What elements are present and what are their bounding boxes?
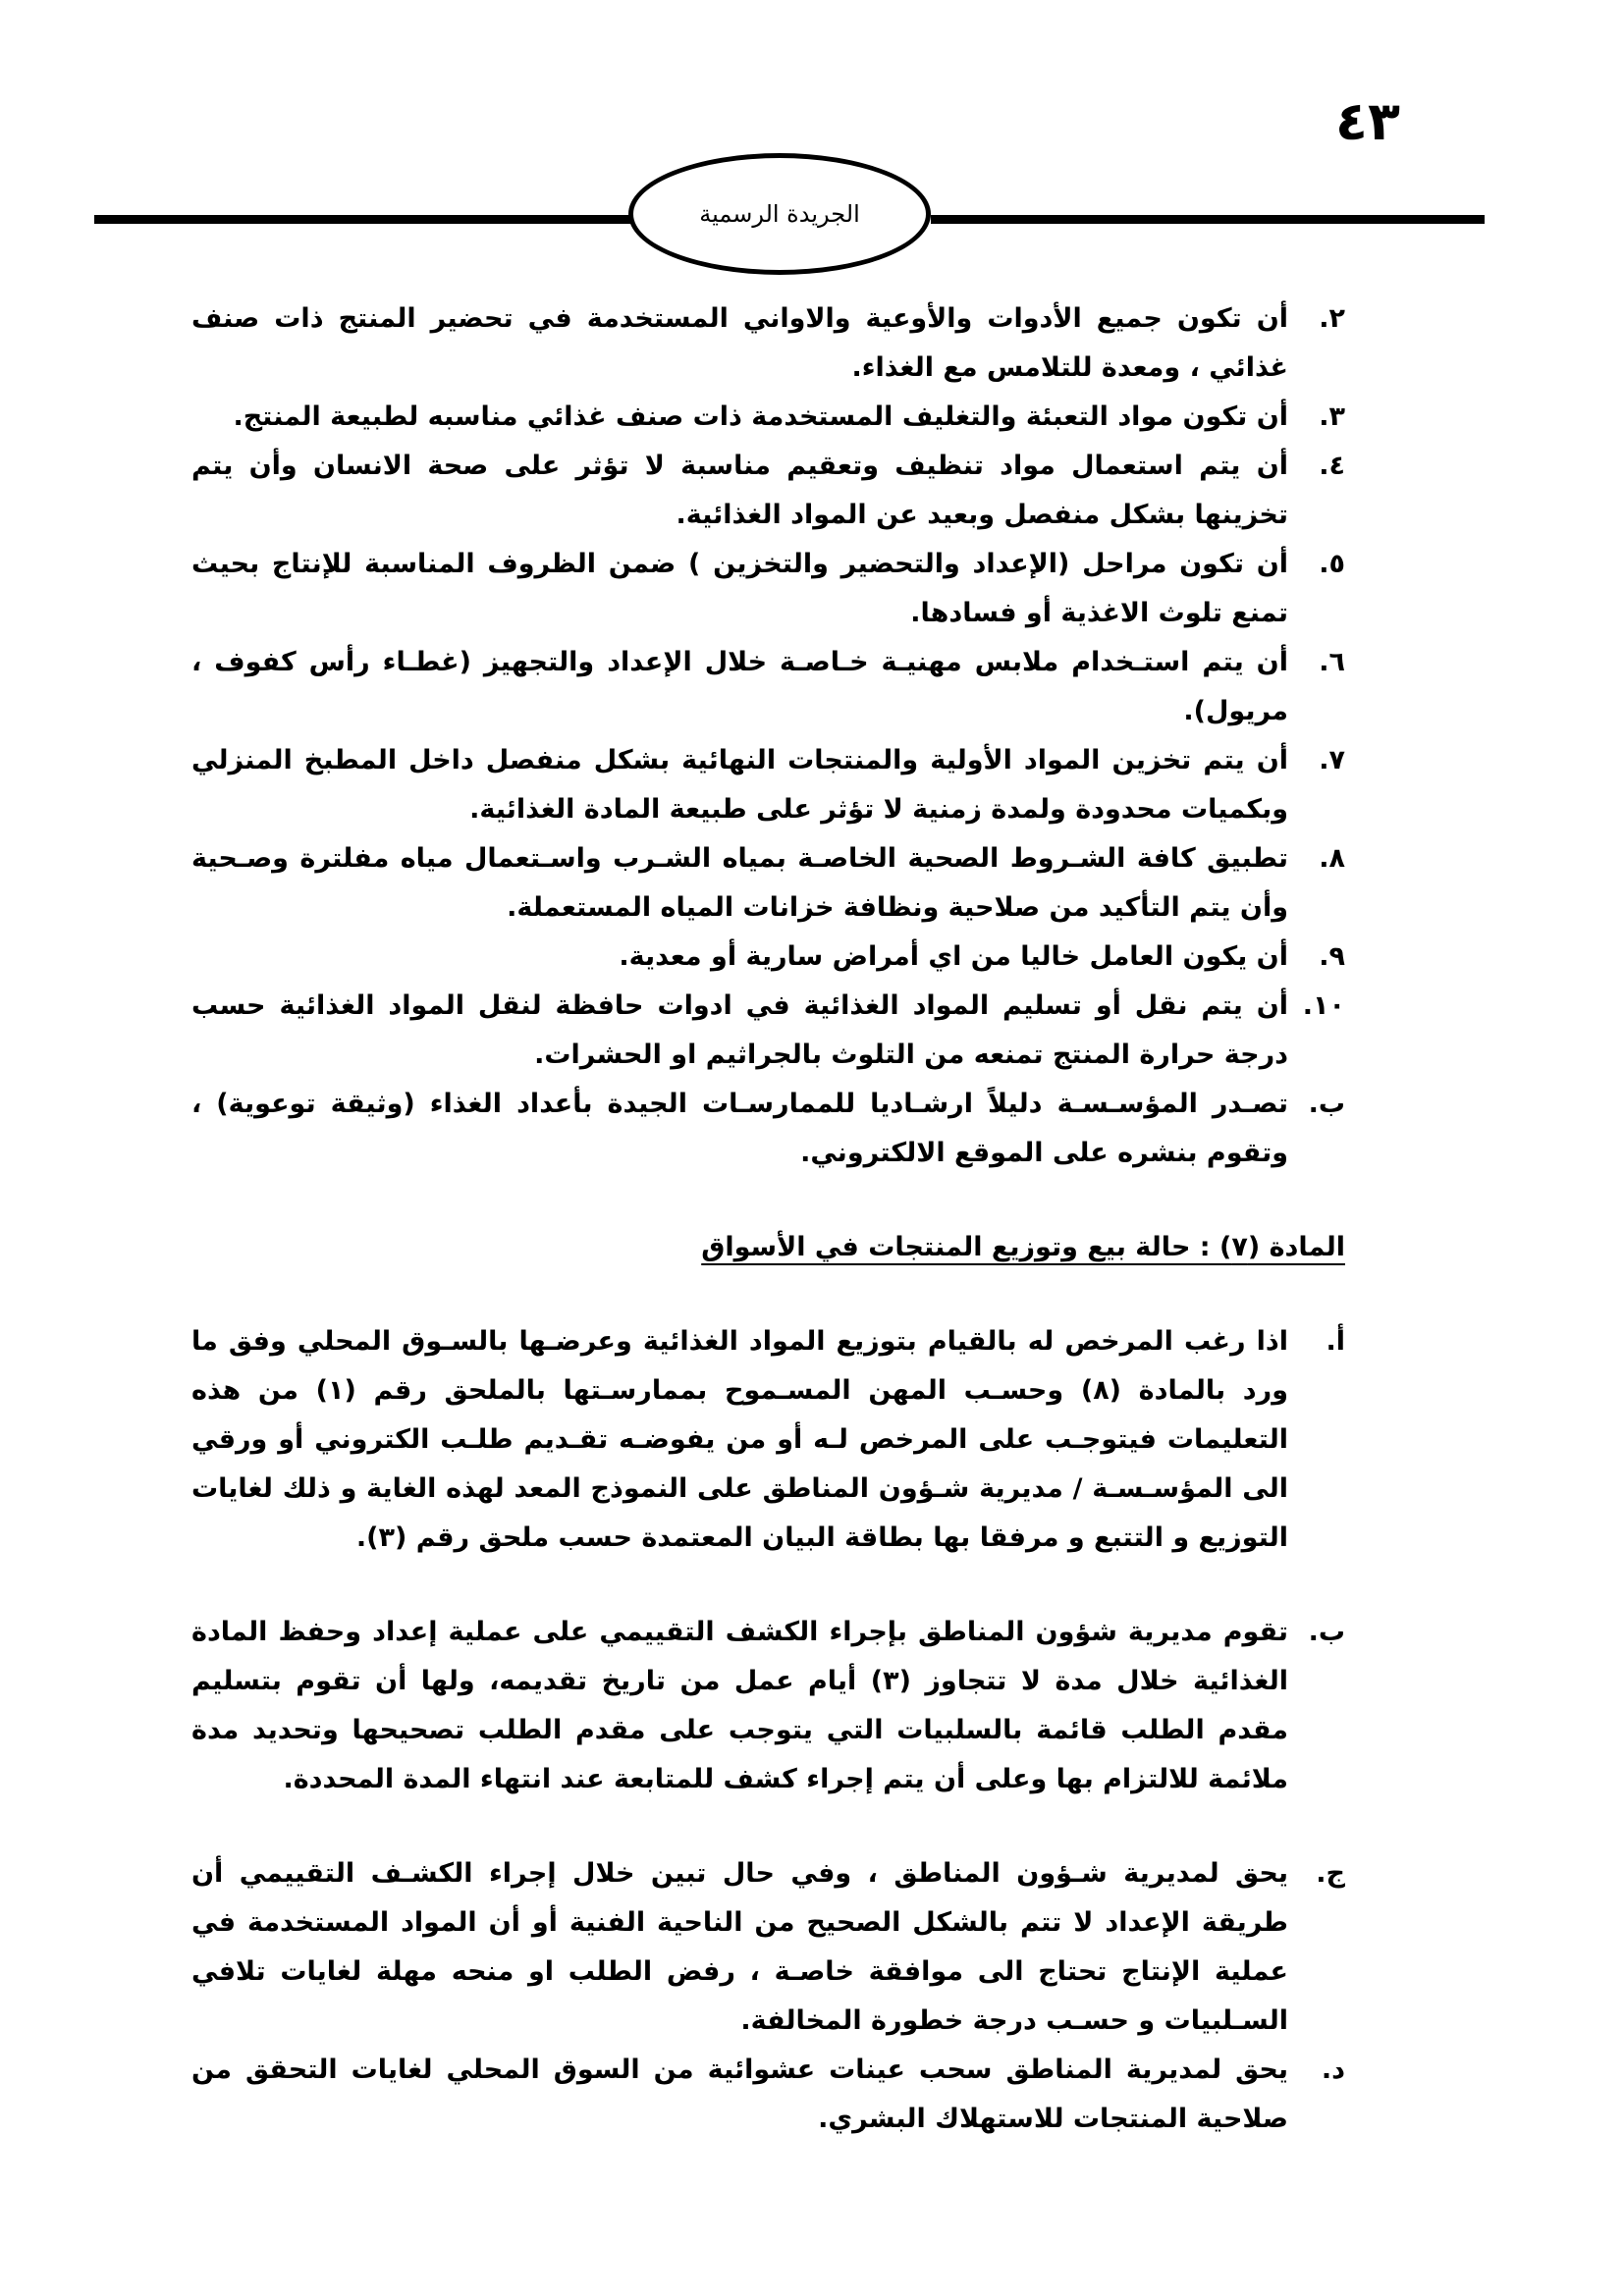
clause-b — [191, 1080, 1345, 1178]
clause-text: تصـدر المؤسـسـة دليلاً ارشـاديا للممارسـات الجيدة بأعداد الغذاء (وثيقة توعوية) ، وتقوم بنشره على الموقع الالكتروني. — [191, 1089, 1288, 1168]
list-item — [191, 736, 1345, 834]
list-item-text: أن تكون مراحل (الإعداد والتحضير والتخزين ) ضمن الظروف المناسبة للإنتاج بحيث تمنع تلوث الاغذية أو فسادها. — [191, 549, 1288, 628]
list-item-number: ٥. — [1319, 549, 1345, 579]
list-item — [191, 982, 1345, 1080]
header-rule-right — [931, 215, 1485, 224]
list-item-text: أن تكون مواد التعبئة والتغليف المستخدمة ذات صنف غذائي مناسبه لطبيعة المنتج. — [233, 401, 1288, 432]
list-item-number: ٦. — [1319, 647, 1345, 677]
list-item — [191, 393, 1345, 442]
article-heading: المادة (٧) : حالة بيع وتوزيع المنتجات في الأسواق — [701, 1232, 1345, 1262]
article-clause — [191, 1608, 1345, 1804]
list-item-text: أن تكون جميع الأدوات والأوعية والاواني المستخدمة في تحضير المنتج ذات صنف غذائي ، ومعدة للتلامس مع الغذاء. — [191, 303, 1288, 383]
list-item — [191, 638, 1345, 736]
list-item-number: ٤. — [1319, 451, 1345, 481]
article-clause — [191, 2046, 1345, 2144]
clause-text: تقوم مديرية شؤون المناطق بإجراء الكشف التقييمي على عملية إعداد وحفظ المادة الغذائية خلال مدة لا تتجاوز (٣) أيام عمل من تاريخ تقديمه، ولها أن تقوم بتسليم مقدم الطلب قائمة بالسلبيات التي يتوجب على مقدم الطلب تصحيحها وتحديد مدة ملائمة للالتزام بها وعلى أن يتم إجراء كشف للمتابعة عند انتهاء المدة المحددة. — [191, 1617, 1288, 1794]
clause-letter: أ. — [1326, 1326, 1345, 1357]
list-item — [191, 933, 1345, 982]
document-body — [191, 294, 1345, 2144]
gazette-title: الجريدة الرسمية — [699, 200, 860, 228]
article-clause — [191, 1849, 1345, 2046]
list-item-number: ٢. — [1319, 303, 1345, 334]
list-item-text: تطبيق كافة الشـروط الصحية الخاصـة بمياه الشـرب واسـتعمال مياه مفلترة وصـحية وأن يتم التأكيد من صلاحية ونظافة خزانات المياه المستعملة. — [191, 843, 1288, 923]
clause-letter: ب. — [1308, 1089, 1345, 1119]
clause-letter: د. — [1321, 2055, 1345, 2085]
page-number: ٤٣ — [1335, 90, 1400, 152]
list-item-number: ٩. — [1319, 941, 1345, 972]
list-item-text: أن يتم استعمال مواد تنظيف وتعقيم مناسبة لا تؤثر على صحة الانسان وأن يتم تخزينها بشكل منفصل وبعيد عن المواد الغذائية. — [191, 451, 1288, 530]
article-clause — [191, 1317, 1345, 1563]
list-item — [191, 540, 1345, 638]
clause-text: يحق لمديرية شـؤون المناطق ، وفي حال تبين خلال إجراء الكشـف التقييمي أن طريقة الإعداد لا تتم بالشكل الصحيح من الناحية الفنية أو أن المواد المستخدمة في عملية الإنتاج تحتاج الى موافقة خاصـة ، رفض الطلب او منحه مهلة لغايات تلافي السـلبيات و حسـب درجة خطورة المخالفة. — [191, 1858, 1288, 2036]
list-item-number: ٨. — [1319, 843, 1345, 874]
list-item-number: ٧. — [1319, 745, 1345, 775]
clause-text: اذا رغب المرخص له بالقيام بتوزيع المواد الغذائية وعرضـها بالسـوق المحلي وفق ما ورد بالمادة (٨) وحسـب المهن المسـموح بممارسـتها بالملحق رقم (١) من هذه التعليمات فيتوجـب على المرخص لـه أو من يفوضـه تقـديم طلـب الكتروني أو ورقي الى المؤسـسـة / مديرية شـؤون المناطق على النموذج المعد لهذه الغاية و ذلك لغايات التوزيع و التتبع و مرفقا بها بطاقة البيان المعتمدة حسب ملحق رقم (٣). — [191, 1326, 1288, 1553]
clause-text: يحق لمديرية المناطق سحب عينات عشوائية من السوق المحلي لغايات التحقق من صلاحية المنتجات للاستهلاك البشري. — [191, 2055, 1288, 2134]
list-item-text: أن يتم تخزين المواد الأولية والمنتجات النهائية بشكل منفصل داخل المطبخ المنزلي وبكميات محدودة ولمدة زمنية لا تؤثر على طبيعة المادة الغذائية. — [191, 745, 1288, 825]
list-item — [191, 294, 1345, 393]
list-item-number: ٣. — [1319, 401, 1345, 432]
header-rule-left — [94, 215, 632, 224]
list-item-number: ١٠. — [1302, 990, 1345, 1021]
list-item-text: أن يكون العامل خاليا من اي أمراض سارية أو معدية. — [619, 941, 1288, 972]
list-item — [191, 442, 1345, 540]
clause-letter: ب. — [1308, 1617, 1345, 1647]
list-item-text: أن يتم استـخدام ملابس مهنيـة خـاصـة خلال الإعداد والتجهيز (غطـاء رأس كفوف ، مريول). — [191, 647, 1288, 726]
list-item-text: أن يتم نقل أو تسليم المواد الغذائية في ادوات حافظة لنقل المواد الغذائية حسب درجة حرارة المنتج تمنعه من التلوث بالجراثيم او الحشرات. — [191, 990, 1288, 1070]
gazette-title-oval — [628, 153, 931, 275]
list-item — [191, 834, 1345, 933]
clause-letter: ج. — [1316, 1858, 1345, 1889]
